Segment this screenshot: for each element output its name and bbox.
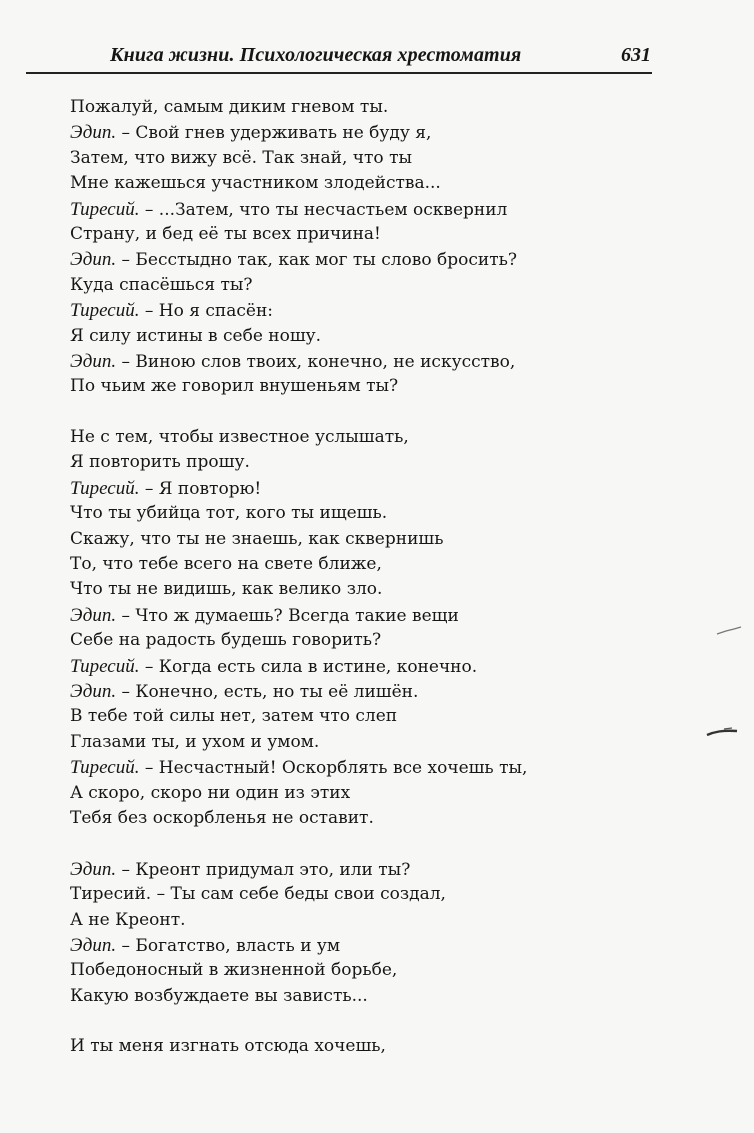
speaker-name: Эдип. <box>70 249 117 271</box>
verse-line <box>70 958 630 983</box>
line-text: Пожалуй, самым диким гневом ты. <box>70 97 389 117</box>
line-text: Что ты не видишь, как велико зло. <box>70 579 383 600</box>
line-text: – Но я спасён: <box>139 301 274 322</box>
line-text: – Свой гнев удерживать не буду я, <box>116 123 432 144</box>
verse-line <box>70 679 630 704</box>
line-text: – Несчастный! Оскорблять все хочешь ты, <box>139 758 528 779</box>
verse-line <box>70 704 630 729</box>
speaker-name: Тиресий. <box>70 757 140 779</box>
verse-text <box>70 95 630 1060</box>
line-text: Тебя без оскорбленья не оставит. <box>70 807 374 828</box>
header-rule <box>26 72 652 74</box>
speaker-name: Эдип. <box>70 680 117 702</box>
verse-line <box>70 908 630 933</box>
speaker-name: Эдип. <box>70 858 117 880</box>
verse-line <box>70 781 630 806</box>
line-text: То, что тебе всего на свете ближе, <box>70 554 382 575</box>
line-text: По чьим же говорил внушеньям ты? <box>70 376 399 397</box>
verse-line <box>70 120 630 145</box>
page-number: 631 <box>621 44 651 66</box>
line-text: Куда спасёшься ты? <box>70 274 253 295</box>
verse-line <box>70 450 630 475</box>
speaker-name: Тиресий. <box>70 198 140 220</box>
speaker-name: Тиресий. <box>70 300 140 322</box>
verse-line <box>70 349 630 374</box>
running-header <box>70 44 655 70</box>
running-title: Книга жизни. Психологическая хрестоматия <box>110 44 522 66</box>
line-text: – ...Затем, что ты несчастьем осквернил <box>139 199 508 220</box>
verse-line <box>70 425 630 450</box>
verse-line <box>70 222 630 247</box>
line-text: Себе на радость будешь говорить? <box>70 630 382 651</box>
verse-line <box>70 298 630 323</box>
line-text: Скажу, что ты не знаешь, как сквернишь <box>70 528 444 549</box>
line-text: – Креонт придумал это, или ты? <box>116 859 411 880</box>
speaker-name: Эдип. <box>70 934 117 956</box>
verse-line <box>70 324 630 349</box>
line-text: В тебе той силы нет, затем что слеп <box>70 706 398 727</box>
scan-smudge <box>706 726 738 738</box>
line-text: Тиресий. – Ты сам себе беды свои создал, <box>70 884 446 905</box>
stanza-break <box>70 831 630 856</box>
verse-line <box>70 857 630 882</box>
line-text: – Конечно, есть, но ты её лишён. <box>116 681 419 702</box>
scan-smudge <box>716 626 742 636</box>
line-text: – Богатство, власть и ум <box>116 935 341 956</box>
line-text: А скоро, скоро ни один из этих <box>70 782 351 803</box>
stanza-break <box>70 400 630 425</box>
speaker-name: Эдип. <box>70 604 117 626</box>
line-text: Я силу истины в себе ношу. <box>70 325 322 346</box>
verse-line <box>70 171 630 196</box>
verse-line <box>70 501 630 526</box>
line-text: И ты меня изгнать отсюда хочешь, <box>70 1036 386 1057</box>
verse-line <box>70 1034 630 1059</box>
verse-line <box>70 197 630 222</box>
line-text: Мне кажешься участником злодейства... <box>70 173 441 194</box>
speaker-name: Тиресий. <box>70 655 140 677</box>
verse-line <box>70 628 630 653</box>
line-text: Какую возбуждаете вы зависть... <box>70 985 368 1006</box>
line-text: – Бесстыдно так, как мог ты слово бросить? <box>116 250 517 271</box>
speaker-name: Тиресий. <box>70 477 140 499</box>
verse-line <box>70 374 630 399</box>
verse-line <box>70 984 630 1009</box>
line-text: – Виною слов твоих, конечно, не искусство, <box>116 351 516 372</box>
verse-line <box>70 577 630 602</box>
line-text: Победоносный в жизненной борьбе, <box>70 960 398 981</box>
speaker-name: Эдип. <box>70 350 117 372</box>
verse-line <box>70 603 630 628</box>
verse-line <box>70 654 630 679</box>
verse-line <box>70 730 630 755</box>
line-text: Не с тем, чтобы известное услышать, <box>70 427 409 448</box>
verse-line <box>70 95 630 120</box>
line-text: Я повторить прошу. <box>70 452 250 473</box>
line-text: Что ты убийца тот, кого ты ищешь. <box>70 503 388 524</box>
verse-line <box>70 933 630 958</box>
line-text: – Я повторю! <box>139 478 262 499</box>
verse-line <box>70 527 630 552</box>
verse-line <box>70 552 630 577</box>
verse-line <box>70 273 630 298</box>
verse-line <box>70 476 630 501</box>
line-text: Затем, что вижу всё. Так знай, что ты <box>70 147 413 168</box>
stanza-break <box>70 1009 630 1034</box>
line-text: – Что ж думаешь? Всегда такие вещи <box>116 605 459 626</box>
speaker-name: Эдип. <box>70 122 117 144</box>
verse-line <box>70 247 630 272</box>
line-text: Страну, и бед её ты всех причина! <box>70 223 381 244</box>
verse-line <box>70 882 630 907</box>
verse-line <box>70 755 630 780</box>
line-text: Глазами ты, и ухом и умом. <box>70 731 320 752</box>
verse-line <box>70 806 630 831</box>
verse-line <box>70 146 630 171</box>
line-text: – Когда есть сила в истине, конечно. <box>139 656 478 677</box>
line-text: А не Креонт. <box>70 909 186 930</box>
